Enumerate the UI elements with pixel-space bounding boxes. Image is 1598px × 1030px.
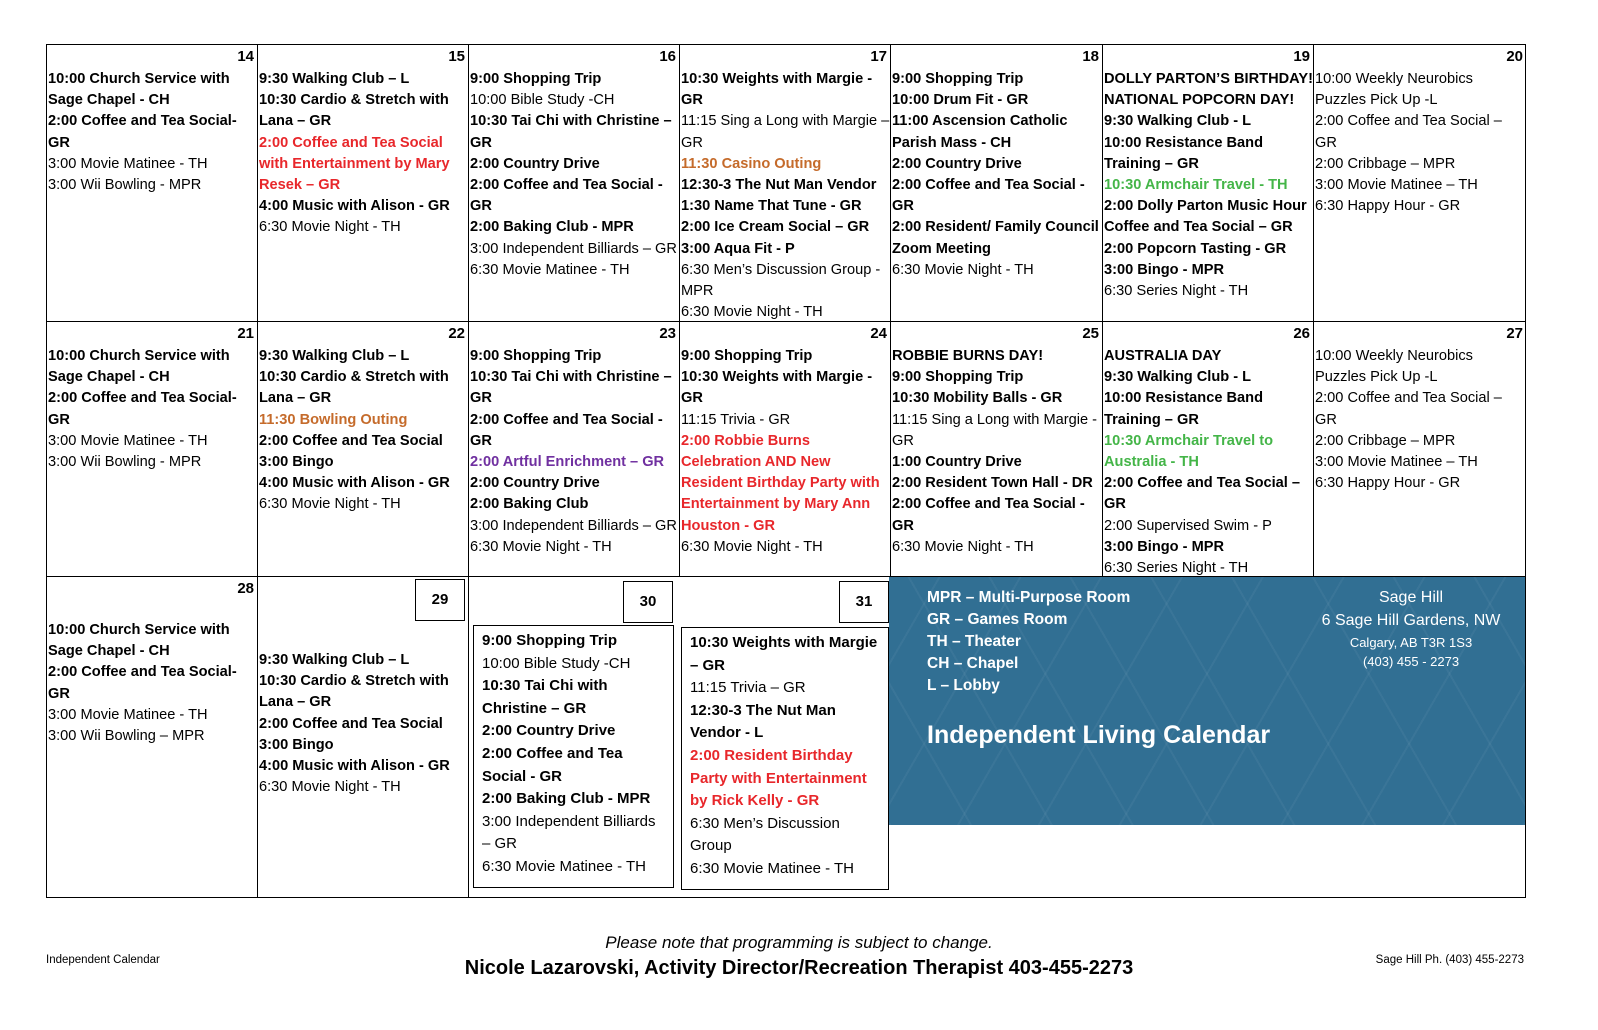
day-number: 29 xyxy=(415,579,465,621)
event-item: 3:00 Independent Billiards – GR xyxy=(470,240,677,257)
event-item: 12:30-3 The Nut Man Vendor xyxy=(681,177,877,194)
event-item: 2:00 Ice Cream Social – GR xyxy=(681,219,870,236)
event-item: 9:30 Walking Club - L xyxy=(1104,113,1252,130)
event-item: 10:00 Resistance Band Training – GR xyxy=(1104,134,1263,172)
event-list xyxy=(1104,69,1313,302)
event-item: 3:00 Movie Matinee – TH xyxy=(1315,454,1478,471)
day-cell xyxy=(258,577,469,898)
event-item: 11:15 Trivia – GR xyxy=(690,679,806,697)
day-cell xyxy=(258,322,469,577)
event-item: 2:00 Cribbage – MPR xyxy=(1315,432,1456,449)
event-list xyxy=(1104,346,1313,577)
event-list xyxy=(48,620,257,747)
day-cell xyxy=(47,45,258,322)
day-number: 24 xyxy=(870,325,887,342)
event-item: 10:00 Weekly Neurobics Puzzles Pick Up -L xyxy=(1315,348,1473,386)
event-item: 6:30 Movie Night - TH xyxy=(892,261,1034,278)
day-number: 15 xyxy=(448,48,465,65)
event-item: AUSTRALIA DAY xyxy=(1104,348,1222,364)
street-address: 6 Sage Hill Gardens, NW xyxy=(1321,612,1501,629)
day-cell xyxy=(1103,45,1314,322)
city-address: Calgary, AB T3R 1S3 xyxy=(1349,635,1473,650)
location-name: Sage Hill xyxy=(1378,589,1444,606)
room-legend xyxy=(927,587,1130,697)
day-number: 22 xyxy=(448,325,465,342)
event-item: 10:00 Church Service with Sage Chapel - CH xyxy=(48,622,230,660)
event-item: 6:30 Movie Matinee - TH xyxy=(482,857,646,875)
event-item: 2:00 Country Drive xyxy=(482,722,616,740)
event-item: 10:30 Cardio & Stretch with Lana – GR xyxy=(259,673,449,711)
event-item: 2:00 Coffee and Tea Social xyxy=(259,715,443,732)
event-item: 2:00 Resident/ Family Council Zoom Meeting xyxy=(892,219,1099,257)
event-item: 2:00 Popcorn Tasting - GR xyxy=(1104,240,1287,257)
event-item: 2:00 Coffee and Tea Social – GR xyxy=(1315,113,1502,151)
event-item: 2:00 Coffee and Tea Social with Entertainment by Mary Resek – GR xyxy=(259,134,450,194)
event-item: 10:30 Armchair Travel - TH xyxy=(1104,177,1288,194)
legend-item: GR – Games Room xyxy=(927,611,1068,628)
calendar-title: Independent Living Calendar xyxy=(927,721,1271,749)
event-item: 9:30 Walking Club - L xyxy=(1104,369,1252,386)
event-item: 6:30 Movie Night - TH xyxy=(259,219,401,236)
event-item: 6:30 Movie Matinee - TH xyxy=(470,261,630,278)
event-item: 6:30 Movie Night - TH xyxy=(259,779,401,796)
day-number: 21 xyxy=(237,325,254,342)
event-item: 3:00 Bingo - MPR xyxy=(1104,538,1224,555)
event-item: 2:00 Coffee and Tea Social - GR xyxy=(892,177,1085,215)
day-cell xyxy=(1314,45,1526,322)
event-item: 10:30 Cardio & Stretch with Lana – GR xyxy=(259,92,449,130)
event-item: 10:30 Weights with Margie - GR xyxy=(681,369,873,407)
event-list xyxy=(470,69,679,281)
legend-item: CH – Chapel xyxy=(927,655,1019,672)
event-item: 9:30 Walking Club – L xyxy=(259,71,410,87)
event-item: 10:00 Drum Fit - GR xyxy=(892,92,1029,109)
event-item: NATIONAL POPCORN DAY! xyxy=(1104,92,1295,109)
legend-item: TH – Theater xyxy=(927,633,1021,650)
event-list xyxy=(892,346,1102,558)
event-item: 3:00 Wii Bowling - MPR xyxy=(48,177,202,194)
day-number: 18 xyxy=(1082,48,1099,65)
day-number: 25 xyxy=(1082,325,1099,342)
event-item: 2:00 Coffee and Tea Social xyxy=(259,432,443,449)
event-item: 9:00 Shopping Trip xyxy=(681,348,813,364)
event-item: 2:00 Coffee and Tea Social – GR xyxy=(1315,390,1502,428)
event-item: 11:15 Sing a Long with Margie – GR xyxy=(681,113,890,151)
event-item: 9:00 Shopping Trip xyxy=(470,71,602,87)
day-number: 20 xyxy=(1506,48,1523,65)
event-list xyxy=(681,627,889,890)
day-number: 28 xyxy=(237,580,254,597)
day-cell xyxy=(1314,322,1526,577)
event-item: 10:30 Weights with Margie - GR xyxy=(681,71,873,109)
event-item: 11:15 Trivia - GR xyxy=(681,411,791,428)
event-item: 10:00 Bible Study -CH xyxy=(470,92,615,109)
day-cell xyxy=(891,322,1103,577)
phone-number: (403) 455 - 2273 xyxy=(1362,654,1460,669)
day-number: 16 xyxy=(659,48,676,65)
event-list xyxy=(892,69,1102,281)
event-item: 10:30 Weights with Margie – GR xyxy=(690,634,878,674)
event-item: ROBBIE BURNS DAY! xyxy=(892,348,1044,364)
event-item: 2:00 Coffee and Tea Social - GR xyxy=(470,177,663,215)
event-item: 10:30 Tai Chi with Christine – GR xyxy=(470,369,672,407)
day-cell xyxy=(469,322,680,577)
event-item: 6:30 Series Night - TH xyxy=(1104,283,1249,300)
event-item: 1:00 Country Drive xyxy=(892,454,1022,471)
event-item: 6:30 Movie Night - TH xyxy=(681,538,823,555)
day-number: 19 xyxy=(1293,48,1310,65)
event-item: 3:00 Wii Bowling – MPR xyxy=(48,728,205,745)
day-cell xyxy=(680,322,891,577)
event-list xyxy=(470,346,679,558)
event-item: 3:00 Aqua Fit - P xyxy=(681,240,795,257)
address-block xyxy=(1311,587,1511,671)
event-item: 11:00 Ascension Catholic Parish Mass - CH xyxy=(892,113,1068,151)
event-item: 6:30 Movie Night - TH xyxy=(259,496,401,513)
event-item: 2:00 Coffee and Tea Social - GR xyxy=(892,496,1085,534)
day-cell xyxy=(47,322,258,577)
event-item: 12:30-3 The Nut Man Vendor - L xyxy=(690,701,836,742)
day-cell xyxy=(258,45,469,322)
day-cell xyxy=(47,577,258,898)
event-item: 9:00 Shopping Trip xyxy=(892,71,1024,87)
event-item: 6:30 Happy Hour - GR xyxy=(1315,475,1461,492)
event-item: 10:30 Armchair Travel to Australia - TH xyxy=(1104,432,1273,471)
event-item: 9:00 Shopping Trip xyxy=(470,348,602,364)
event-item: 10:00 Church Service with Sage Chapel - CH xyxy=(48,71,230,109)
event-item: 10:30 Tai Chi with Christine – GR xyxy=(470,113,672,151)
event-item: 9:30 Walking Club – L xyxy=(259,348,410,364)
event-item: 2:00 Coffee and Tea Social - GR xyxy=(482,744,623,785)
event-list xyxy=(259,650,468,798)
event-item: 9:00 Shopping Trip xyxy=(892,369,1024,386)
footer-left: Independent Calendar xyxy=(46,954,160,966)
event-item: 6:30 Movie Matinee - TH xyxy=(690,859,854,877)
event-item: 9:30 Walking Club – L xyxy=(259,652,410,668)
event-item: 9:00 Shopping Trip xyxy=(482,632,618,649)
day-cell xyxy=(469,45,680,322)
event-item: 3:00 Bingo - MPR xyxy=(1104,261,1224,278)
footer-right: Sage Hill Ph. (403) 455-2273 xyxy=(1375,954,1524,966)
legend-item: L – Lobby xyxy=(927,677,1000,694)
event-item: 2:00 Resident Birthday Party with Entertainment by Rick Kelly - GR xyxy=(690,746,867,810)
event-item: 4:00 Music with Alison - GR xyxy=(259,758,450,775)
event-item: 10:30 Tai Chi with Christine – GR xyxy=(482,677,608,717)
event-item: 2:00 Coffee and Tea Social-GR xyxy=(48,113,237,151)
day-cell xyxy=(1103,322,1314,577)
event-item: 1:30 Name That Tune - GR xyxy=(681,198,862,215)
event-list xyxy=(681,346,890,558)
event-item: 2:00 Baking Club xyxy=(470,496,589,513)
event-item: 3:00 Bingo xyxy=(259,454,334,471)
event-item: 6:30 Movie Night - TH xyxy=(470,538,612,555)
event-item: 2:00 Supervised Swim - P xyxy=(1104,517,1272,534)
event-item: 11:15 Sing a Long with Margie - GR xyxy=(892,411,1097,449)
event-item: 6:30 Happy Hour - GR xyxy=(1315,198,1461,215)
event-item: 3:00 Movie Matinee - TH xyxy=(48,432,208,449)
event-item: 2:00 Coffee and Tea Social-GR xyxy=(48,664,237,702)
event-item: 11:30 Casino Outing xyxy=(681,155,822,172)
day-number: 26 xyxy=(1293,325,1310,342)
info-panel xyxy=(889,577,1525,825)
event-item: 11:30 Bowling Outing xyxy=(259,411,408,428)
day-number: 23 xyxy=(659,325,676,342)
event-item: 10:30 Cardio & Stretch with Lana – GR xyxy=(259,369,449,407)
event-item: 3:00 Movie Matinee - TH xyxy=(48,155,208,172)
event-list xyxy=(48,69,257,196)
event-item: 2:00 Baking Club - MPR xyxy=(482,790,651,808)
event-item: 3:00 Independent Billiards – GR xyxy=(482,812,656,853)
event-list xyxy=(681,69,890,322)
event-item: 2:00 Country Drive xyxy=(470,475,600,492)
footer-note: Please note that programming is subject to change. xyxy=(605,933,993,952)
event-item: 2:00 Dolly Parton Music Hour Coffee and Tea Social – GR xyxy=(1104,198,1307,236)
event-item: 2:00 Coffee and Tea Social – GR xyxy=(1104,475,1301,513)
event-item: 10:00 Church Service with Sage Chapel - CH xyxy=(48,348,230,386)
event-list xyxy=(259,346,468,516)
event-list xyxy=(259,69,468,239)
event-item: 6:30 Men’s Discussion Group xyxy=(690,814,840,855)
event-item: 6:30 Movie Night - TH xyxy=(681,304,823,321)
event-item: 6:30 Men’s Discussion Group - MPR xyxy=(681,261,881,300)
event-item: 2:00 Resident Town Hall - DR xyxy=(892,475,1093,492)
event-item: 2:00 Country Drive xyxy=(470,155,600,172)
event-item: 2:00 Robbie Burns Celebration AND New Resident Birthday Party with Entertainment by Mary Ann Houston - GR xyxy=(681,432,880,534)
event-item: 4:00 Music with Alison - GR xyxy=(259,475,450,492)
event-item: 2:00 Coffee and Tea Social-GR xyxy=(48,390,237,428)
event-item: 3:00 Wii Bowling - MPR xyxy=(48,454,202,471)
event-item: 3:00 Independent Billiards – GR xyxy=(470,517,677,534)
event-item: DOLLY PARTON’S BIRTHDAY! xyxy=(1104,71,1313,87)
event-item: 2:00 Coffee and Tea Social - GR xyxy=(470,411,663,449)
day-number: 31 xyxy=(839,581,889,623)
event-item: 10:00 Weekly Neurobics Puzzles Pick Up -L xyxy=(1315,71,1473,109)
event-item: 2:00 Baking Club - MPR xyxy=(470,219,634,236)
day-number: 14 xyxy=(237,48,254,65)
event-list xyxy=(473,625,674,888)
day-cell xyxy=(680,45,891,322)
day-cell xyxy=(891,45,1103,322)
legend-item: MPR – Multi-Purpose Room xyxy=(927,589,1131,606)
event-item: 4:00 Music with Alison - GR xyxy=(259,198,450,215)
event-item: 6:30 Series Night - TH xyxy=(1104,560,1249,577)
event-item: 2:00 Artful Enrichment – GR xyxy=(470,454,665,471)
event-item: 10:30 Mobility Balls - GR xyxy=(892,390,1063,407)
event-list xyxy=(1315,69,1526,217)
event-list xyxy=(48,346,257,473)
event-item: 10:00 Resistance Band Training – GR xyxy=(1104,390,1263,428)
event-item: 2:00 Country Drive xyxy=(892,155,1022,172)
event-item: 3:00 Movie Matinee - TH xyxy=(48,706,208,723)
day-number: 17 xyxy=(870,48,887,65)
day-number: 30 xyxy=(623,581,673,623)
event-item: 2:00 Cribbage – MPR xyxy=(1315,155,1456,172)
day-number: 27 xyxy=(1506,325,1523,342)
event-item: 10:00 Bible Study -CH xyxy=(482,654,631,672)
event-list xyxy=(1315,346,1526,494)
event-item: 3:00 Bingo xyxy=(259,736,334,753)
footer-director: Nicole Lazarovski, Activity Director/Recreation Therapist 403-455-2273 xyxy=(464,957,1134,979)
event-item: 3:00 Movie Matinee – TH xyxy=(1315,177,1478,194)
event-item: 6:30 Movie Night - TH xyxy=(892,538,1034,555)
